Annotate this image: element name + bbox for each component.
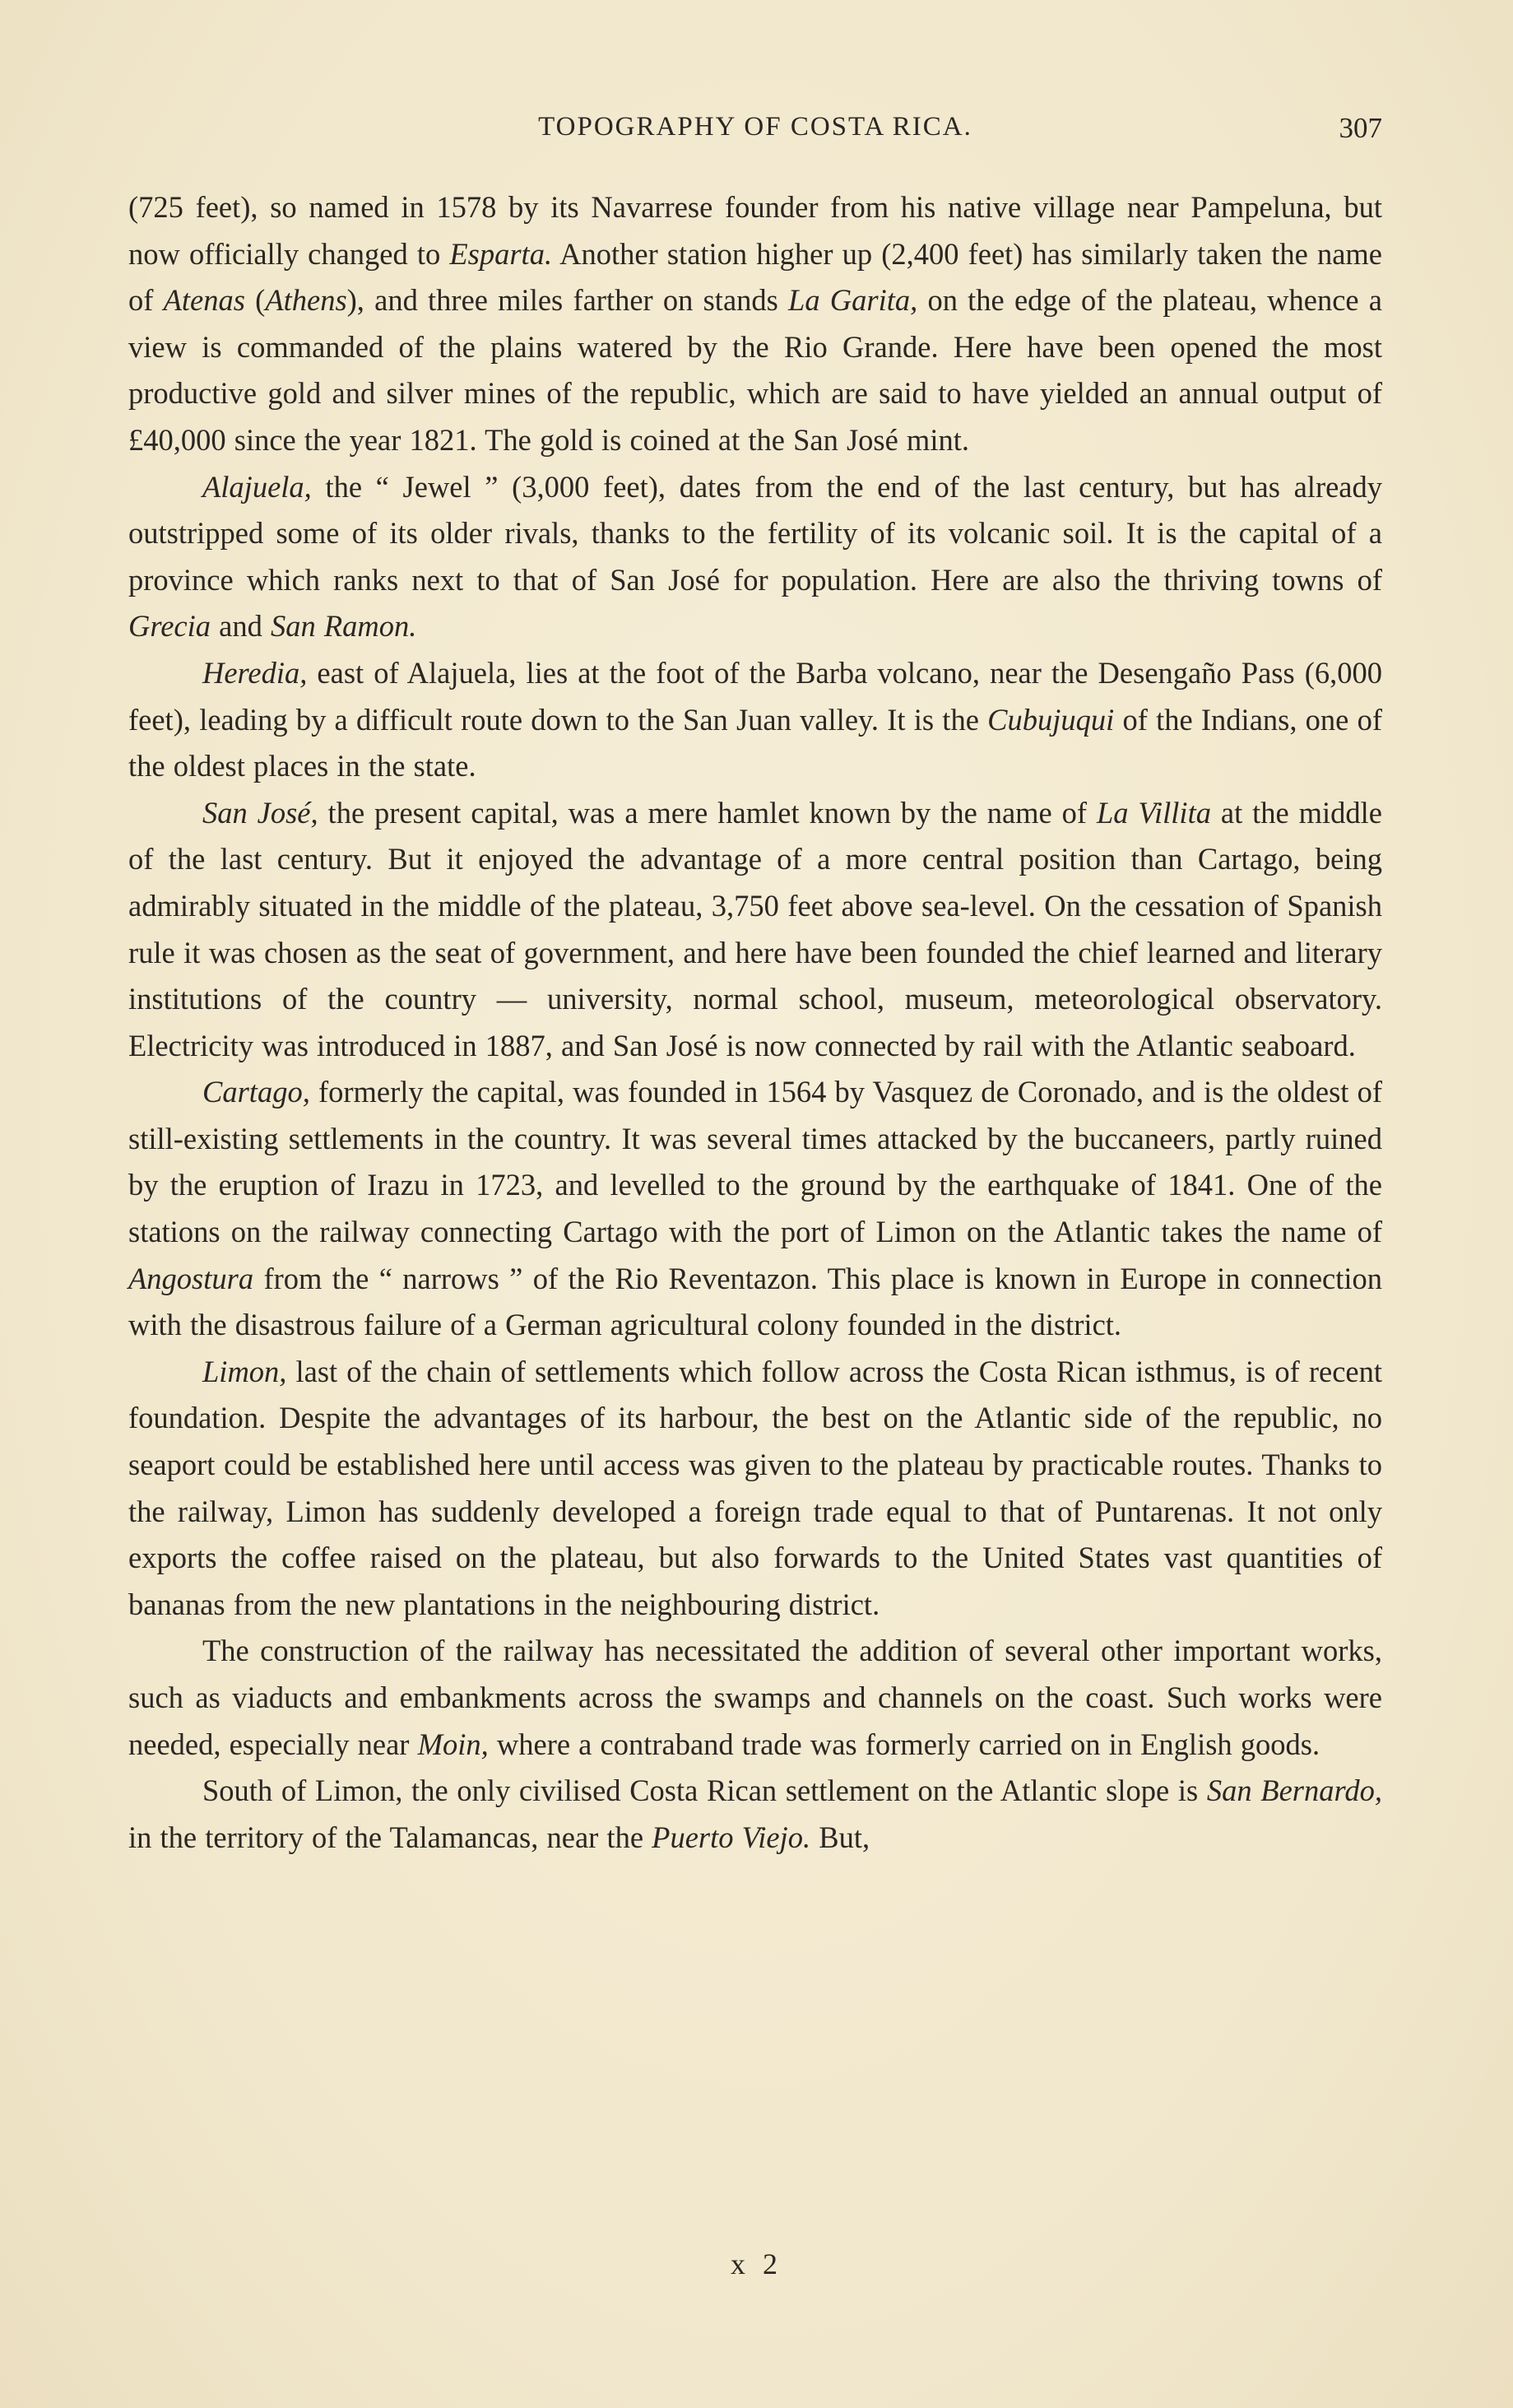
printer-signature-mark: x 2 — [731, 2248, 782, 2280]
paragraph-alajuela — [128, 464, 1382, 650]
paragraph-heredia — [128, 650, 1382, 790]
text-run: ( — [244, 283, 266, 318]
text-run: in the territory of the Talamancas, near the — [128, 1820, 652, 1854]
place-name-cartago: Cartago, — [202, 1075, 310, 1109]
place-name-atenas: Atenas — [163, 283, 245, 318]
text-run: on the edge of the plateau, whence a view is commanded of the plains watered by the Rio Grande. Here have been opened the most productive gold and silver mines of the republic, which are said to have yielded an annual output of £40,000 since the year 1821. The gold is coined at the San José mint. — [128, 283, 1382, 457]
text-run: last of the chain of settlements which follow across the Costa Rican isthmus, is of recent foundation. Despite the advantages of its harbour, the best on the Atlantic side of the republic, no seaport could be established here until access was given to the plateau by practicable routes. Thanks to the railway, Limon has suddenly developed a foreign trade equal to that of Puntarenas. It not only exports the coffee raised on the plateau, but also forwards to the United States vast quantities of bananas from the new plantations in the neighbouring district. — [128, 1354, 1382, 1621]
paragraph-san-jose — [128, 790, 1382, 1070]
place-name-san-jose: San José, — [202, 795, 318, 830]
text-run: east of Alajuela, lies at the foot of the Barba volcano, near the Desengaño Pass (6,000 feet), leading by a difficult route down to the San Juan valley. It is the — [128, 655, 1382, 737]
place-name-cubujuqui: Cubujuqui — [987, 702, 1115, 737]
text-run: at the middle of the last century. But it enjoyed the advantage of a more central position than Cartago, being admirably situated in the middle of the plateau, 3,750 feet above sea-level. On the cessation of Spanish rule it was chosen as the seat of government, and here have been founded the chief learned and literary institutions of the country — university, normal school, museum, meteorological observatory. Electricity was introduced in 1887, and San José is now connected by rail with the Atlantic seaboard. — [128, 795, 1382, 1062]
place-name-moin: Moin, — [417, 1727, 489, 1761]
text-run: Another station higher up (2,400 feet) has similarly taken the name of — [128, 236, 1382, 318]
page-header — [128, 107, 1382, 156]
text-run: formerly the capital, was founded in 1564 by Vasquez de Coronado, and is the oldest of still-existing settlements in the country. It was several times attacked by the buccaneers, partly ruined by the eruption of Irazu in 1723, and levelled to the ground by the earthquake of 1841. One of the stations on the railway connecting Cartago with the port of Limon on the Atlantic takes the name of — [128, 1075, 1382, 1249]
text-run: ), and three miles farther on stands — [346, 283, 789, 318]
paragraph-san-bernardo — [128, 1768, 1382, 1861]
text-run: and — [211, 609, 271, 644]
text-run: the present capital, was a mere hamlet known by the name of — [318, 795, 1097, 830]
text-run: where a contraband trade was formerly carried on in English goods. — [488, 1727, 1320, 1761]
text-run: But, — [810, 1820, 870, 1854]
page-number: 307 — [1339, 112, 1382, 144]
text-run: South of Limon, the only civilised Costa Rican settlement on the Atlantic slope is — [202, 1773, 1207, 1808]
paragraph-esparta — [128, 184, 1382, 464]
place-name-san-ramon: San Ramon. — [270, 609, 417, 644]
place-name-alajuela: Alajuela, — [202, 469, 312, 504]
place-name-angostura: Angostura — [128, 1261, 254, 1295]
place-name-puerto-viejo: Puerto Viejo. — [652, 1820, 811, 1854]
running-head: TOPOGRAPHY OF COSTA RICA. — [538, 112, 972, 142]
place-name-san-bernardo: San Bernardo, — [1206, 1773, 1382, 1808]
paragraph-limon — [128, 1349, 1382, 1629]
paragraph-railway-works — [128, 1628, 1382, 1768]
place-name-grecia: Grecia — [128, 609, 211, 644]
place-name-heredia: Heredia, — [202, 655, 308, 690]
paragraph-cartago — [128, 1069, 1382, 1349]
place-name-la-villita: La Villita — [1096, 795, 1211, 830]
text-run: (725 feet), so named in 1578 by its Navarrese founder from his native village near Pampeluna, but now officially changed to — [128, 190, 1382, 271]
place-name-athens: Athens — [265, 283, 347, 318]
text-run: of the Indians, one of the oldest places in the state. — [128, 702, 1383, 783]
place-name-esparta: Esparta. — [449, 236, 553, 271]
place-name-la-garita: La Garita, — [788, 283, 918, 318]
text-run: from the “ narrows ” of the Rio Reventazon. This place is known in Europe in connection with the disastrous failure of a German agricultural colony founded in the district. — [128, 1261, 1382, 1342]
body-text — [128, 184, 1382, 1861]
text-run: the “ Jewel ” (3,000 feet), dates from the end of the last century, but has already outstripped some of its older rivals, thanks to the fertility of its volcanic soil. It is the capital of a province which ranks next to that of San José for population. Here are also the thriving towns of — [128, 469, 1382, 597]
place-name-limon: Limon, — [202, 1354, 287, 1388]
text-run: The construction of the railway has necessitated the addition of several other important works, such as viaducts and embankments across the swamps and channels on the coast. Such works were needed, especially near — [128, 1634, 1382, 1761]
